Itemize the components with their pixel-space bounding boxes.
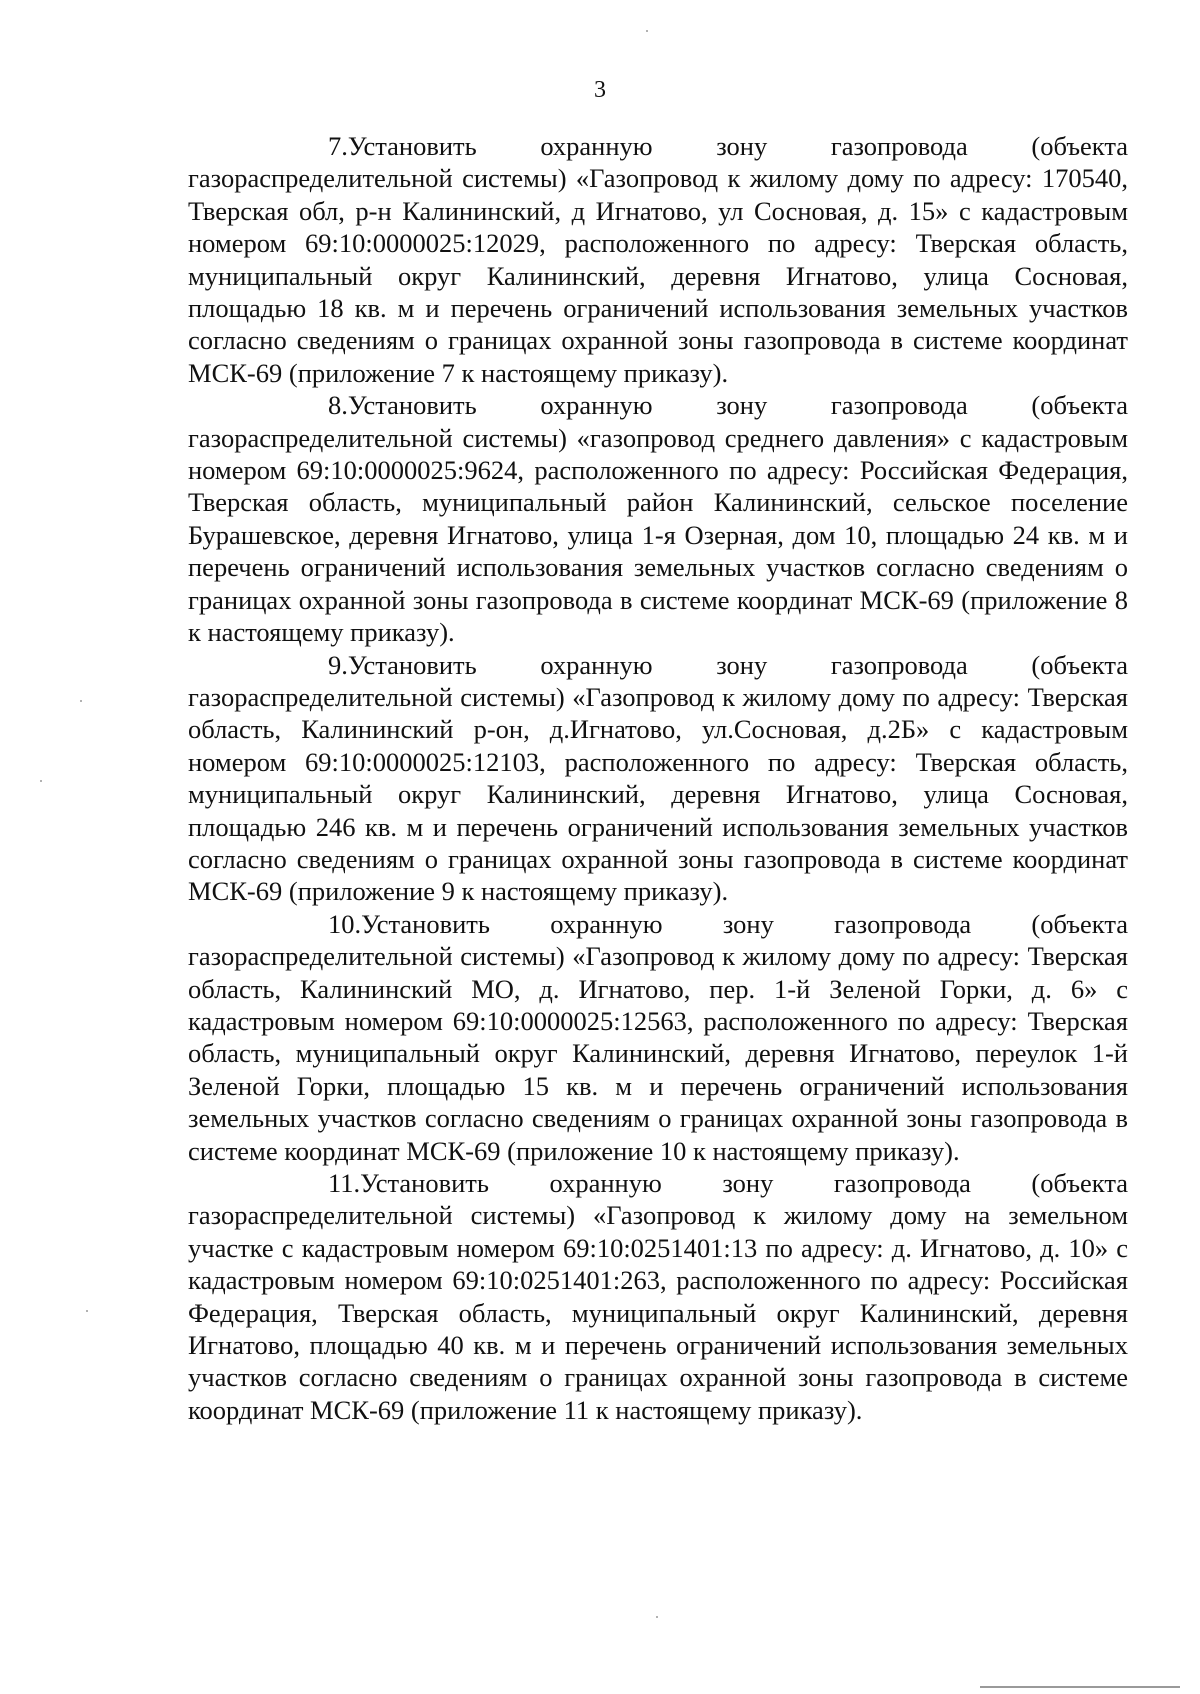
clause-number: 11. [328, 1168, 361, 1198]
scan-edge-line [980, 1686, 1180, 1688]
clause-text: Установить охранную зону газопровода (объекта газораспределительной системы) «газопровод среднего давления» с кадастровым номером 69:10:0000025:9624, расположенного по адресу: Российская Федерация, Тверская область, муниципальный район Калининский, сельское поселение Бурашевское, деревня Игнатово, улица 1-я Озерная, дом 10, площадью 24 кв. м и перечень ограничений использования земельных участков согласно сведениям о границах охранной зоны газопровода в системе координат МСК-69 (приложение 8 к настоящему приказу). [188, 390, 1128, 648]
page-number: 3 [594, 77, 606, 103]
clause-text: Установить охранную зону газопровода (объекта газораспределительной системы) «Газопровод к жилому дому на земельном участке с кадастровым номером 69:10:0251401:13 по адресу: д. Игнатово, д. 10» с кадастровым номером 69:10:0251401:263, расположенного по адресу: Российская Федерация, Тверская область, муниципальный округ Калининский, деревня Игнатово, площадью 40 кв. м и перечень ограничений использования земельных участков согласно сведениям о границах охранной зоны газопровода в системе координат МСК-69 (приложение 11 к настоящему приказу). [188, 1168, 1128, 1425]
scan-speck [656, 1616, 658, 1618]
scan-speck [40, 780, 42, 782]
clause-7 [188, 130, 1128, 389]
clause-number: 8. [328, 390, 348, 421]
clause-9 [188, 649, 1128, 908]
clause-number: 7. [328, 131, 348, 161]
clause-number: 10. [328, 908, 362, 939]
clause-11 [188, 1167, 1128, 1426]
clause-text: Установить охранную зону газопровода (объекта газораспределительной системы) «Газопровод к жилому дому по адресу: Тверская область, Калининский р-он, д.Игнатово, ул.Сосновая, д.2Б» с кадастровым номером 69:10:0000025:12103, расположенного по адресу: Тверская область, муниципальный округ Калининский, деревня Игнатово, улица Сосновая, площадью 246 кв. м и перечень ограничений использования земельных участков согласно сведениям о границах охранной зоны газопровода в системе координат МСК-69 (приложение 9 к настоящему приказу). [188, 649, 1128, 907]
clause-8 [188, 389, 1128, 648]
clause-10 [188, 908, 1128, 1167]
scan-speck [646, 30, 648, 32]
clause-number: 9. [328, 649, 348, 680]
clause-text: Установить охранную зону газопровода (объекта газораспределительной системы) «Газопровод к жилому дому по адресу: Тверская область, Калининский МО, д. Игнатово, пер. 1-й Зеленой Горки, д. 6» с кадастровым номером 69:10:0000025:12563, расположенного по адресу: Тверская область, муниципальный округ Калининский, деревня Игнатово, переулок 1-й Зеленой Горки, площадью 15 кв. м и перечень ограничений использования земельных участков согласно сведениям о границах охранной зоны газопровода в системе координат МСК-69 (приложение 10 к настоящему приказу). [188, 908, 1128, 1166]
scan-speck [80, 700, 82, 702]
scan-speck [86, 1310, 88, 1312]
document-body [188, 130, 1128, 1426]
clause-text: Установить охранную зону газопровода (объекта газораспределительной системы) «Газопровод к жилому дому по адресу: 170540, Тверская обл, р-н Калининский, д Игнатово, ул Сосновая, д. 15» с кадастровым номером 69:10:0000025:12029, расположенного по адресу: Тверская область, муниципальный округ Калининский, деревня Игнатово, улица Сосновая, площадью 18 кв. м и перечень ограничений использования земельных участков согласно сведениям о границах охранной зоны газопровода в системе координат МСК-69 (приложение 7 к настоящему приказу). [188, 131, 1128, 388]
